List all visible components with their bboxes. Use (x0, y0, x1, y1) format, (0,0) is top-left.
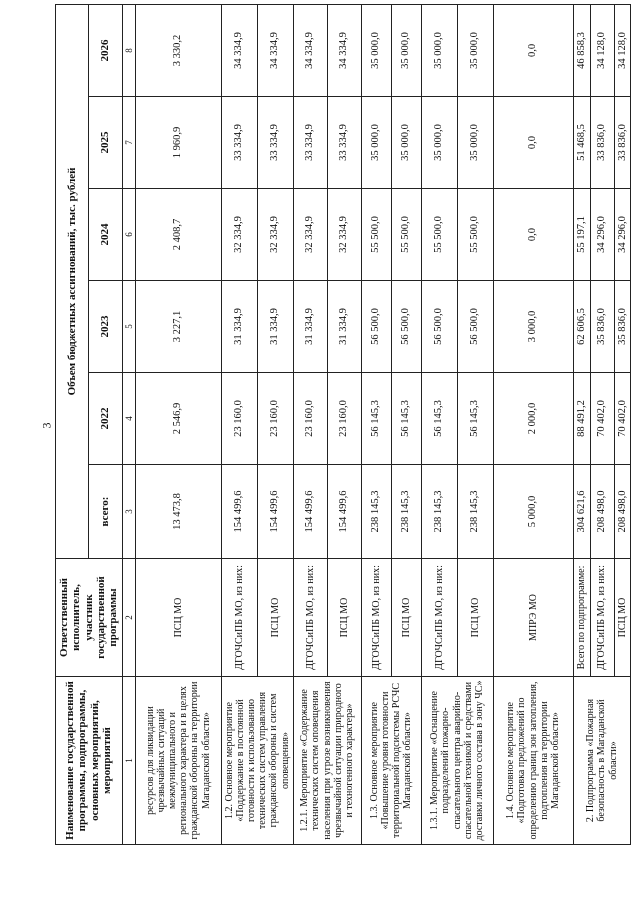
value-2022: 2 000,0 (493, 373, 573, 465)
row-executor: ПСЦ МО (327, 559, 361, 677)
header-year: 2025 (89, 97, 122, 189)
value-total: 154 499,6 (221, 465, 257, 559)
header-total: всего: (89, 465, 122, 559)
rotated-page (55, 5, 628, 845)
value-2024: 34 296,0 (614, 189, 631, 281)
value-2026: 35 000,0 (421, 4, 457, 96)
value-2025: 33 334,9 (221, 97, 257, 189)
value-total: 154 499,6 (293, 465, 327, 559)
value-2023: 31 334,9 (257, 281, 293, 373)
value-2025: 33 334,9 (327, 97, 361, 189)
column-index: 4 (122, 373, 135, 465)
header-executor: Ответственный исполнитель, участник государственной программы (56, 559, 123, 677)
value-2022: 56 145,3 (457, 373, 493, 465)
value-2024: 32 334,9 (221, 189, 257, 281)
value-total: 304 621,6 (573, 465, 590, 559)
value-2022: 23 160,0 (293, 373, 327, 465)
column-index: 6 (122, 189, 135, 281)
table-row (135, 4, 221, 844)
value-2022: 70 402,0 (590, 373, 614, 465)
row-executor: ДГОЧСиПБ МО, из них: (293, 559, 327, 677)
row-executor: ПСЦ МО (614, 559, 631, 677)
value-2026: 34 128,0 (614, 4, 631, 96)
value-2023: 31 334,9 (293, 281, 327, 373)
value-2023: 56 500,0 (457, 281, 493, 373)
table-row (293, 4, 327, 844)
row-executor: МПРЭ МО (493, 559, 573, 677)
value-2023: 3 000,0 (493, 281, 573, 373)
value-total: 154 499,6 (257, 465, 293, 559)
row-executor: ДГОЧСиПБ МО, из них: (361, 559, 391, 677)
value-2022: 56 145,3 (361, 373, 391, 465)
value-total: 238 145,3 (421, 465, 457, 559)
column-index: 1 (122, 677, 135, 845)
value-2025: 35 000,0 (421, 97, 457, 189)
value-2023: 62 606,5 (573, 281, 590, 373)
row-executor: ПСЦ МО (391, 559, 421, 677)
value-2023: 35 836,0 (614, 281, 631, 373)
value-2026: 35 000,0 (391, 4, 421, 96)
value-2025: 33 836,0 (614, 97, 631, 189)
row-executor: ДГОЧСиПБ МО, из них: (590, 559, 614, 677)
header-year: 2026 (89, 4, 122, 96)
column-index: 3 (122, 465, 135, 559)
value-2026: 3 330,2 (135, 4, 221, 96)
value-2026: 35 000,0 (361, 4, 391, 96)
value-2022: 56 145,3 (391, 373, 421, 465)
table-row (361, 4, 391, 844)
value-2026: 46 858,3 (573, 4, 590, 96)
header-name: Наименование государственной программы, подпрограммы, основных мероприятий, мероприятий (56, 677, 123, 845)
value-2024: 32 334,9 (257, 189, 293, 281)
value-2023: 31 334,9 (221, 281, 257, 373)
row-name: 1.4. Основное мероприятие «Подготовка предложений по определению границ зон затопления, подтопления на территории Магаданской области» (493, 677, 573, 845)
row-executor: ПСЦ МО (135, 559, 221, 677)
value-2023: 56 500,0 (391, 281, 421, 373)
budget-table (55, 4, 631, 845)
table-row (221, 4, 257, 844)
value-total: 13 473,8 (135, 465, 221, 559)
value-2026: 35 000,0 (457, 4, 493, 96)
row-executor: ДГОЧСиПБ МО, из них: (221, 559, 257, 677)
value-2023: 56 500,0 (421, 281, 457, 373)
row-name: 1.3. Основное мероприятие «Повышение уровня готовности территориальной подсистемы РСЧС Магаданской области» (361, 677, 421, 845)
value-2026: 34 334,9 (293, 4, 327, 96)
header-year: 2023 (89, 281, 122, 373)
column-index: 5 (122, 281, 135, 373)
value-2025: 33 836,0 (590, 97, 614, 189)
value-2024: 34 296,0 (590, 189, 614, 281)
row-executor: ДГОЧСиПБ МО, из них: (421, 559, 457, 677)
value-2022: 23 160,0 (327, 373, 361, 465)
value-2026: 34 128,0 (590, 4, 614, 96)
value-2026: 0,0 (493, 4, 573, 96)
table-row (573, 4, 590, 844)
value-2024: 2 408,7 (135, 189, 221, 281)
value-2023: 3 227,1 (135, 281, 221, 373)
value-2025: 35 000,0 (361, 97, 391, 189)
value-2025: 33 334,9 (257, 97, 293, 189)
value-2022: 70 402,0 (614, 373, 631, 465)
value-2023: 56 500,0 (361, 281, 391, 373)
column-index: 2 (122, 559, 135, 677)
value-2026: 34 334,9 (257, 4, 293, 96)
column-index: 8 (122, 4, 135, 96)
value-total: 208 498,0 (614, 465, 631, 559)
value-total: 208 498,0 (590, 465, 614, 559)
row-executor: Всего по подпрограмме: (573, 559, 590, 677)
row-name: 1.2. Основное мероприятие «Поддержание в постоянной готовности к использованию технических систем управления гражданской обороны и систем оповещения» (221, 677, 293, 845)
value-total: 238 145,3 (361, 465, 391, 559)
value-2025: 0,0 (493, 97, 573, 189)
value-2026: 34 334,9 (327, 4, 361, 96)
row-executor: ПСЦ МО (257, 559, 293, 677)
value-total: 238 145,3 (391, 465, 421, 559)
value-2022: 2 546,9 (135, 373, 221, 465)
column-index: 7 (122, 97, 135, 189)
value-2022: 88 491,2 (573, 373, 590, 465)
value-2024: 55 197,1 (573, 189, 590, 281)
row-executor: ПСЦ МО (457, 559, 493, 677)
row-name: 1.2.1. Мероприятие «Содержание технических систем оповещения населения при угрозе возникновения чрезвычайной ситуации природного и техногенного характера» (293, 677, 361, 845)
value-total: 5 000,0 (493, 465, 573, 559)
page-number: 3 (39, 422, 54, 429)
value-2024: 32 334,9 (327, 189, 361, 281)
row-name: ресурсов для ликвидации чрезвычайных ситуаций межмуниципального и регионального характера и в целях гражданской обороны на территории Магаданской области» (135, 677, 221, 845)
value-2025: 33 334,9 (293, 97, 327, 189)
value-2024: 32 334,9 (293, 189, 327, 281)
value-2025: 35 000,0 (391, 97, 421, 189)
value-2025: 35 000,0 (457, 97, 493, 189)
header-year: 2024 (89, 189, 122, 281)
value-2024: 55 500,0 (457, 189, 493, 281)
value-2025: 1 960,9 (135, 97, 221, 189)
value-2026: 34 334,9 (221, 4, 257, 96)
header-year: 2022 (89, 373, 122, 465)
row-name: 1.3.1. Мероприятие «Оснащение подразделений пожарно-спасательного центра аварийно-спасательной техникой и средствами доставки личного состава в зону ЧС» (421, 677, 493, 845)
value-2024: 55 500,0 (361, 189, 391, 281)
value-total: 238 145,3 (457, 465, 493, 559)
value-total: 154 499,6 (327, 465, 361, 559)
row-name: 2. Подпрограмма «Пожарная безопасность в Магаданской области» (573, 677, 631, 845)
table-row (493, 4, 573, 844)
value-2023: 31 334,9 (327, 281, 361, 373)
value-2024: 55 500,0 (391, 189, 421, 281)
value-2022: 23 160,0 (221, 373, 257, 465)
value-2024: 55 500,0 (421, 189, 457, 281)
value-2024: 0,0 (493, 189, 573, 281)
value-2025: 51 468,5 (573, 97, 590, 189)
value-2022: 56 145,3 (421, 373, 457, 465)
header-budget-group: Объем бюджетных ассигнований, тыс. рублей (56, 4, 89, 558)
table-row (421, 4, 457, 844)
value-2023: 35 836,0 (590, 281, 614, 373)
value-2022: 23 160,0 (257, 373, 293, 465)
